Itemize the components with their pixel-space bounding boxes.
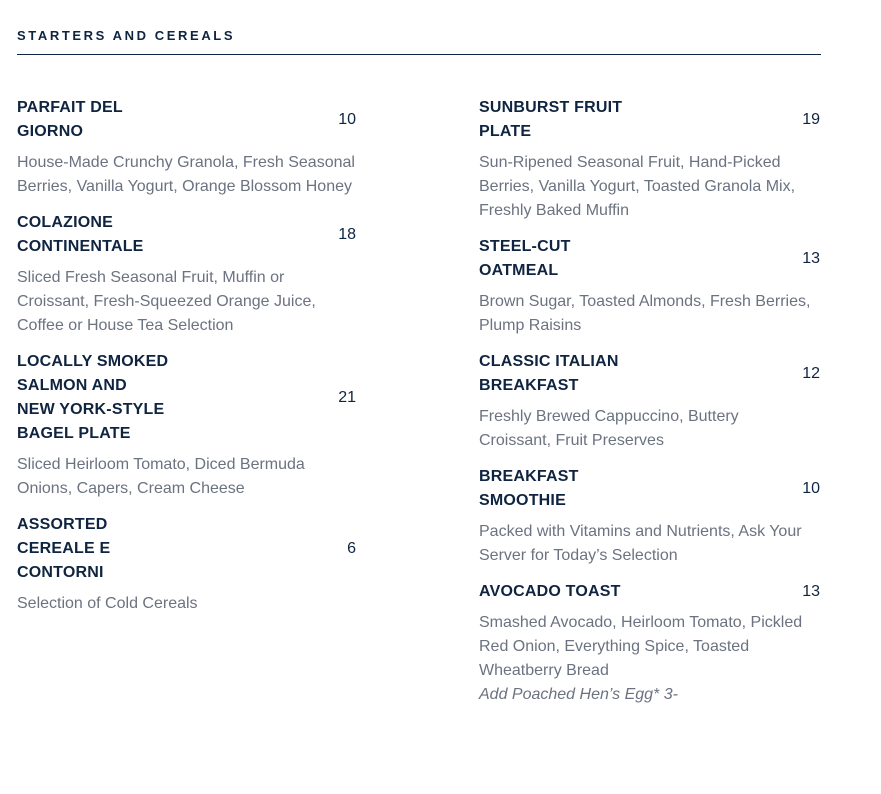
menu-item-name <box>479 465 579 513</box>
menu-item-name <box>17 211 144 259</box>
menu-item-description-line: Red Onion, Everything Spice, Toasted <box>479 638 750 655</box>
menu-item-description-line: Server for Today’s Selection <box>479 547 678 564</box>
menu-item-addon: Add Poached Hen’s Egg* 3- <box>479 686 678 703</box>
menu-item-description-line: Sun-Ripened Seasonal Fruit, Hand-Picked <box>479 154 781 171</box>
menu-item-name-line: AVOCADO TOAST <box>479 583 621 600</box>
menu-item-description-line: Freshly Baked Muffin <box>479 202 629 219</box>
menu-item-name-line: CEREALE E <box>17 540 111 557</box>
menu-item-name-line: CLASSIC ITALIAN <box>479 353 619 370</box>
menu-item-price: 13 <box>802 583 820 600</box>
menu-item-description-line: Packed with Vitamins and Nutrients, Ask Your <box>479 523 802 540</box>
menu-item-price: 19 <box>802 111 820 128</box>
menu-item-header <box>17 350 357 446</box>
menu-item-price: 10 <box>338 111 356 128</box>
menu-item-name-line: PLATE <box>479 123 532 140</box>
menu-item-name-line: COLAZIONE <box>17 214 114 231</box>
menu-item-description <box>17 151 357 199</box>
menu-item-description-line: Berries, Vanilla Yogurt, Orange Blossom Honey <box>17 178 352 195</box>
menu-item-description-line: Sliced Fresh Seasonal Fruit, Muffin or <box>17 269 285 286</box>
menu-item-name-line: SALMON AND <box>17 377 127 394</box>
menu-item-name-line: LOCALLY SMOKED <box>17 353 169 370</box>
menu-item-name-line: PARFAIT DEL <box>17 99 123 116</box>
menu-item-description <box>479 151 821 223</box>
menu-item-name-line: SUNBURST FRUIT <box>479 99 623 116</box>
menu-item-description-line: Freshly Brewed Cappuccino, Buttery <box>479 408 739 425</box>
menu-item-description-line: Smashed Avocado, Heirloom Tomato, Pickled <box>479 614 803 631</box>
menu-item-header <box>479 235 821 283</box>
menu-item <box>479 580 821 707</box>
menu-item-name-line: NEW YORK-STYLE <box>17 401 165 418</box>
menu-item-description <box>479 611 821 707</box>
menu-item-name-line: OATMEAL <box>479 262 559 279</box>
menu-item-price: 10 <box>802 480 820 497</box>
menu-column-left <box>17 96 357 628</box>
menu-item <box>17 350 357 501</box>
menu-item-description <box>17 592 357 616</box>
menu-item-name-line: CONTORNI <box>17 564 104 581</box>
menu-item-name-line: GIORNO <box>17 123 84 140</box>
section-divider <box>17 54 821 55</box>
menu-item-header <box>479 96 821 144</box>
menu-item <box>479 96 821 223</box>
menu-item-header <box>17 96 357 144</box>
menu-item-header <box>479 465 821 513</box>
menu-item <box>479 465 821 568</box>
menu-item-description <box>479 520 821 568</box>
menu-item-price: 6 <box>347 540 356 557</box>
menu-item-description-line: Sliced Heirloom Tomato, Diced Bermuda <box>17 456 305 473</box>
menu-item-header <box>17 211 357 259</box>
menu-item-description-line: Plump Raisins <box>479 317 582 334</box>
menu-item <box>17 513 357 616</box>
menu-item-description-line: Brown Sugar, Toasted Almonds, Fresh Berries, <box>479 293 811 310</box>
menu-item-price: 12 <box>802 365 820 382</box>
menu-item <box>17 96 357 199</box>
menu-item-description-line: House-Made Crunchy Granola, Fresh Seasonal <box>17 154 355 171</box>
section-title: STARTERS AND CEREALS <box>17 28 236 43</box>
menu-item-name-line: STEEL-CUT <box>479 238 571 255</box>
menu-item-description-line: Croissant, Fresh-Squeezed Orange Juice, <box>17 293 316 310</box>
menu-item <box>17 211 357 338</box>
menu-item <box>479 350 821 453</box>
menu-column-right <box>479 96 821 719</box>
menu-item-description-line: Selection of Cold Cereals <box>17 595 198 612</box>
menu-item-description-line: Onions, Capers, Cream Cheese <box>17 480 245 497</box>
menu-item-name <box>479 350 619 398</box>
menu-item-description-line: Wheatberry Bread <box>479 662 609 679</box>
menu-item-description <box>17 266 357 338</box>
menu-item-name <box>479 580 621 604</box>
menu-item-name <box>17 350 168 446</box>
menu-item-name-line: BREAKFAST <box>479 377 579 394</box>
menu-item-description <box>17 453 357 501</box>
menu-item-description-line: Croissant, Fruit Preserves <box>479 432 664 449</box>
menu-item-description <box>479 405 821 453</box>
menu-item-description-line: Coffee or House Tea Selection <box>17 317 234 334</box>
menu-item-header <box>17 513 357 585</box>
menu-item-price: 18 <box>338 226 356 243</box>
menu-item-description-line: Berries, Vanilla Yogurt, Toasted Granola Mix, <box>479 178 796 195</box>
menu-item-name-line: CONTINENTALE <box>17 238 144 255</box>
menu-item-name <box>17 96 123 144</box>
menu-item-header <box>479 350 821 398</box>
menu-item-name <box>479 96 622 144</box>
menu-item-header <box>479 580 821 604</box>
menu-item-name <box>479 235 571 283</box>
menu-item-name-line: SMOOTHIE <box>479 492 566 509</box>
menu-item <box>479 235 821 338</box>
menu-item-name-line: ASSORTED <box>17 516 108 533</box>
menu-item-description <box>479 290 821 338</box>
menu-item-name <box>17 513 110 585</box>
menu-item-price: 13 <box>802 250 820 267</box>
menu-item-name-line: BAGEL PLATE <box>17 425 131 442</box>
menu-item-name-line: BREAKFAST <box>479 468 579 485</box>
menu-item-price: 21 <box>338 389 356 406</box>
